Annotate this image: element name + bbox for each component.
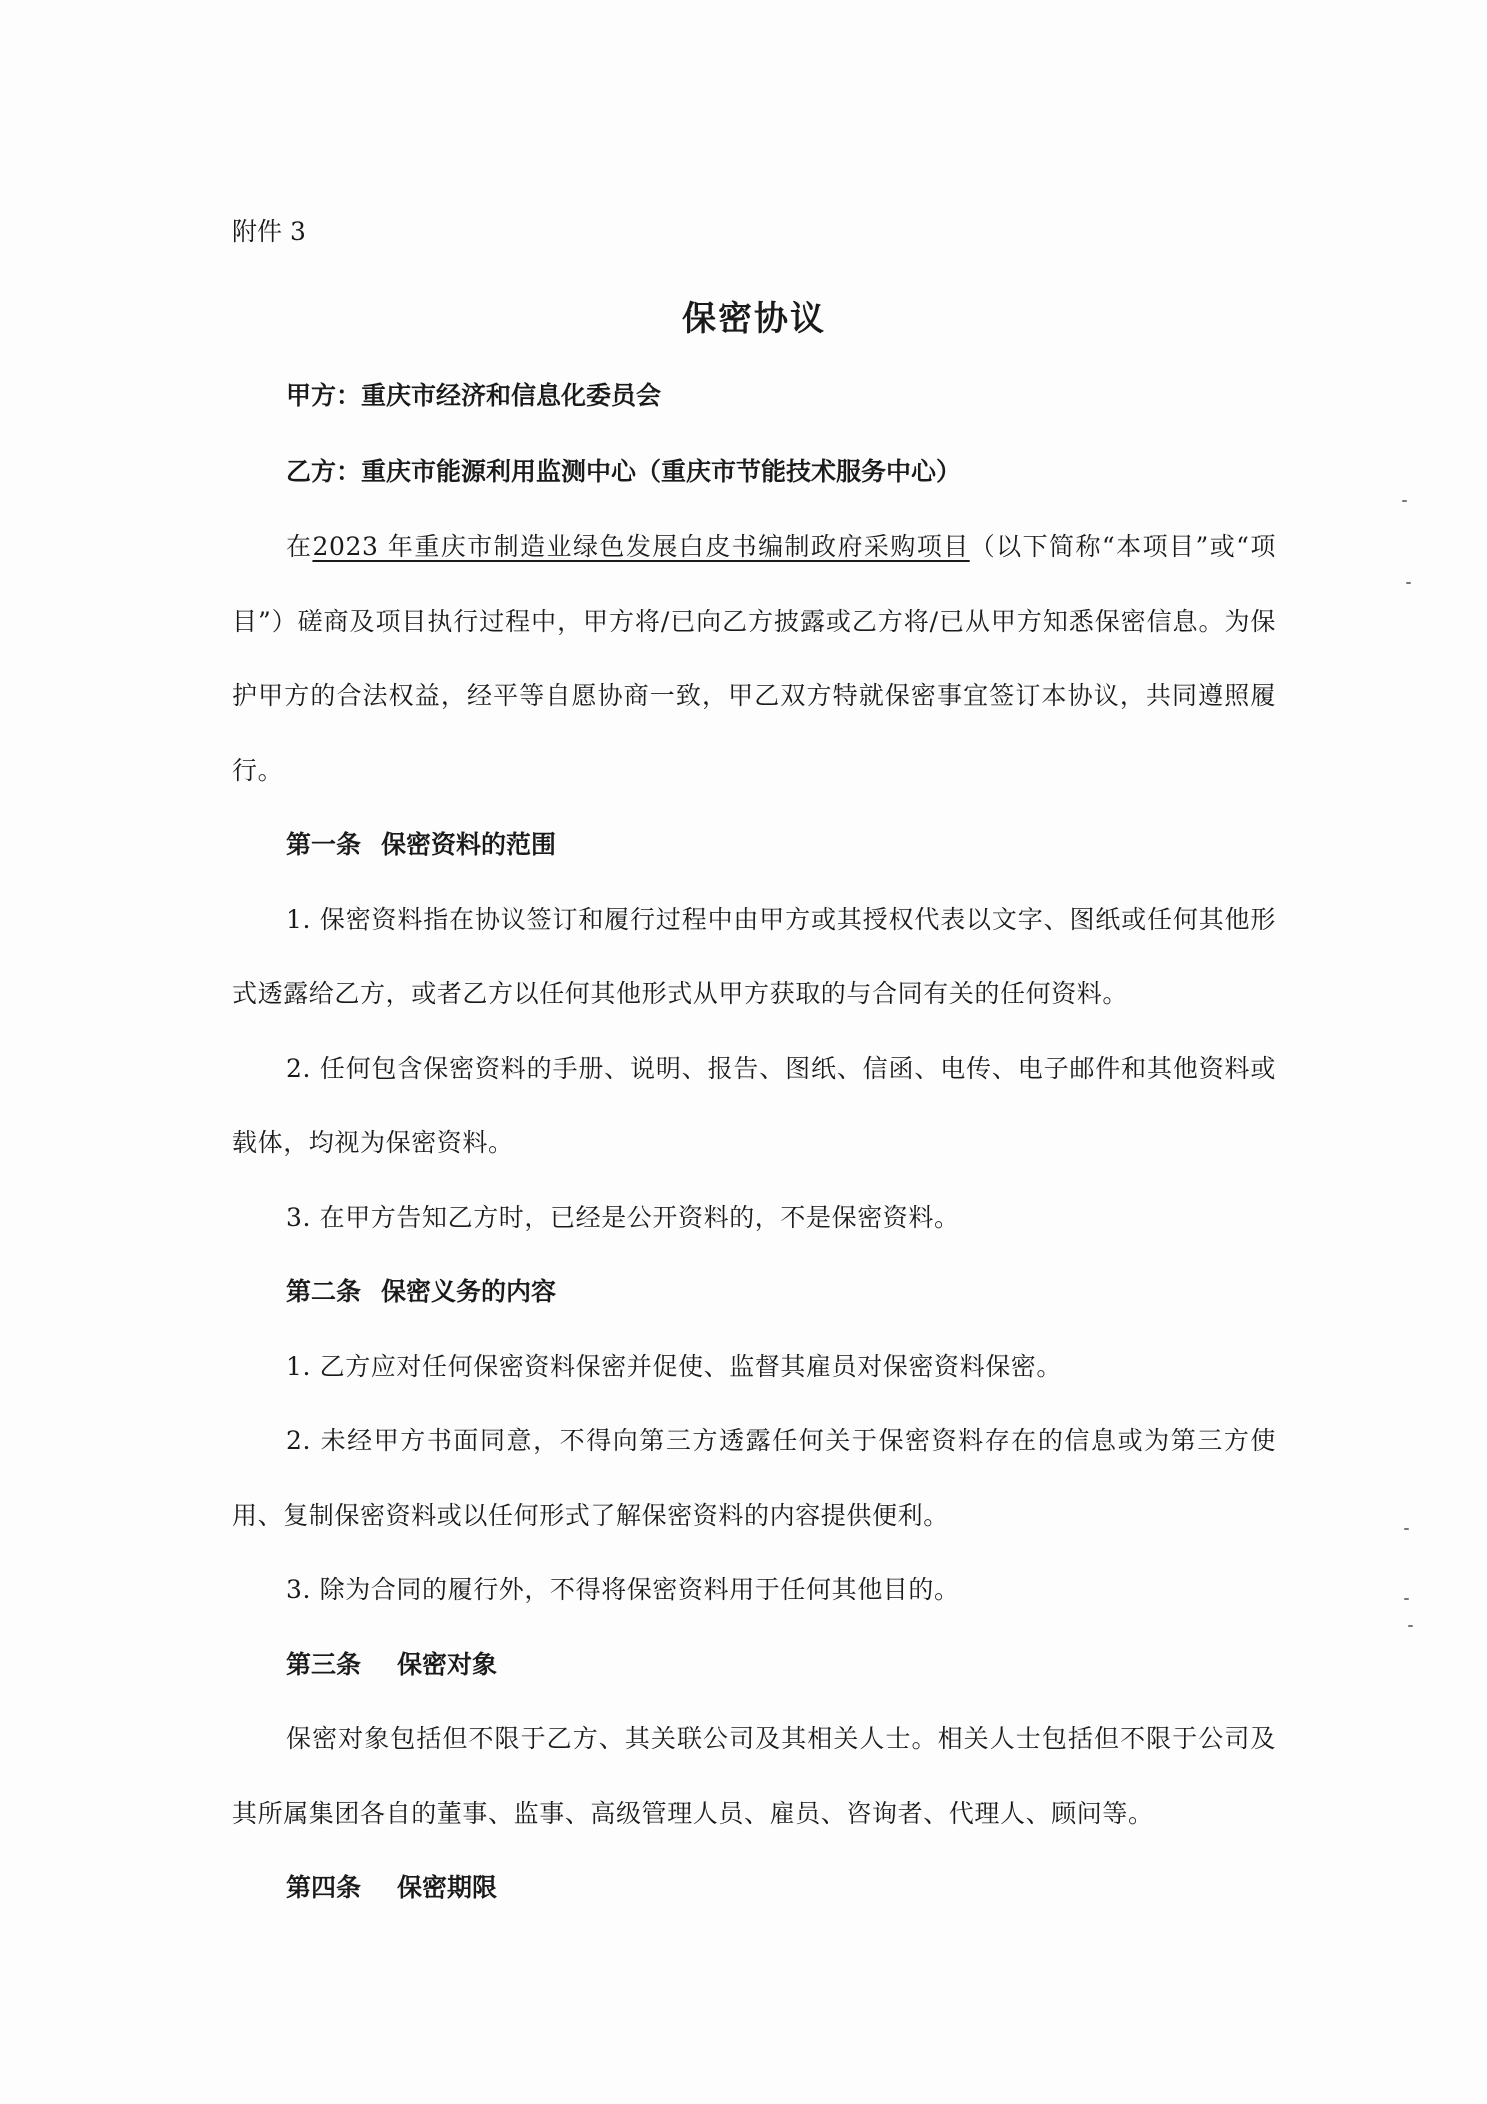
intro-paragraph	[232, 510, 1276, 808]
section-2-paragraph-2: 2. 未经甲方书面同意，不得向第三方透露任何关于保密资料存在的信息或为第三方使用、复制保密资料或以任何形式了解保密资料的内容提供便利。	[232, 1426, 1276, 1530]
scan-speck	[1406, 582, 1411, 584]
party-a: 甲方：重庆市经济和信息化委员会	[286, 381, 662, 410]
section-3-paragraph-1: 保密对象包括但不限于乙方、其关联公司及其相关人士。相关人士包括但不限于公司及其所属集团各自的董事、监事、高级管理人员、雇员、咨询者、代理人、顾问等。	[232, 1724, 1276, 1828]
intro-suffix: （以下简称“本项目”或“项目”）磋商及项目执行过程中，甲方将/已向乙方披露或乙方将/已从甲方知悉保密信息。为保护甲方的合法权益，经平等自愿协商一致，甲乙双方特就保密事宜签订本协议，共同遵照履行。	[232, 532, 1276, 785]
attachment-label: 附件 3	[232, 217, 306, 246]
section-4-title: 保密期限	[397, 1873, 498, 1902]
scan-speck	[1402, 500, 1407, 502]
section-1-heading	[232, 808, 1276, 883]
section-1-title: 保密资料的范围	[381, 830, 557, 859]
scan-speck	[1404, 1528, 1409, 1530]
section-1-paragraph-1: 1. 保密资料指在协议签订和履行过程中由甲方或其授权代表以文字、图纸或任何其他形式透露给乙方，或者乙方以任何其他形式从甲方获取的与合同有关的任何资料。	[232, 904, 1276, 1008]
section-4-number: 第四条	[286, 1873, 362, 1902]
document-title: 保密协议	[682, 299, 826, 339]
section-4-heading	[232, 1851, 1276, 1926]
section-3-title: 保密对象	[397, 1649, 498, 1679]
party-b: 乙方：重庆市能源利用监测中心（重庆市节能技术服务中心）	[286, 457, 962, 486]
document-body	[232, 212, 1276, 1926]
intro-prefix: 在	[286, 532, 313, 561]
section-3-heading	[232, 1628, 1276, 1703]
project-name: 2023 年重庆市制造业绿色发展白皮书编制政府采购项目	[312, 532, 970, 561]
section-2-paragraph-1: 1. 乙方应对任何保密资料保密并促使、监督其雇员对保密资料保密。	[286, 1351, 1063, 1381]
section-3-number: 第三条	[286, 1649, 362, 1679]
section-1-number: 第一条	[286, 830, 362, 859]
section-2-paragraph-3: 3. 除为合同的履行外，不得将保密资料用于任何其他目的。	[286, 1575, 960, 1604]
section-1-paragraph-3: 3. 在甲方告知乙方时，已经是公开资料的，不是保密资料。	[286, 1202, 960, 1232]
section-2-title: 保密义务的内容	[381, 1277, 557, 1306]
scan-speck	[1404, 1598, 1409, 1600]
scan-speck	[1408, 1625, 1413, 1627]
section-2-number: 第二条	[286, 1277, 362, 1306]
section-2-heading	[232, 1255, 1276, 1330]
section-1-paragraph-2: 2. 任何包含保密资料的手册、说明、报告、图纸、信函、电传、电子邮件和其他资料或载体，均视为保密资料。	[232, 1053, 1276, 1157]
